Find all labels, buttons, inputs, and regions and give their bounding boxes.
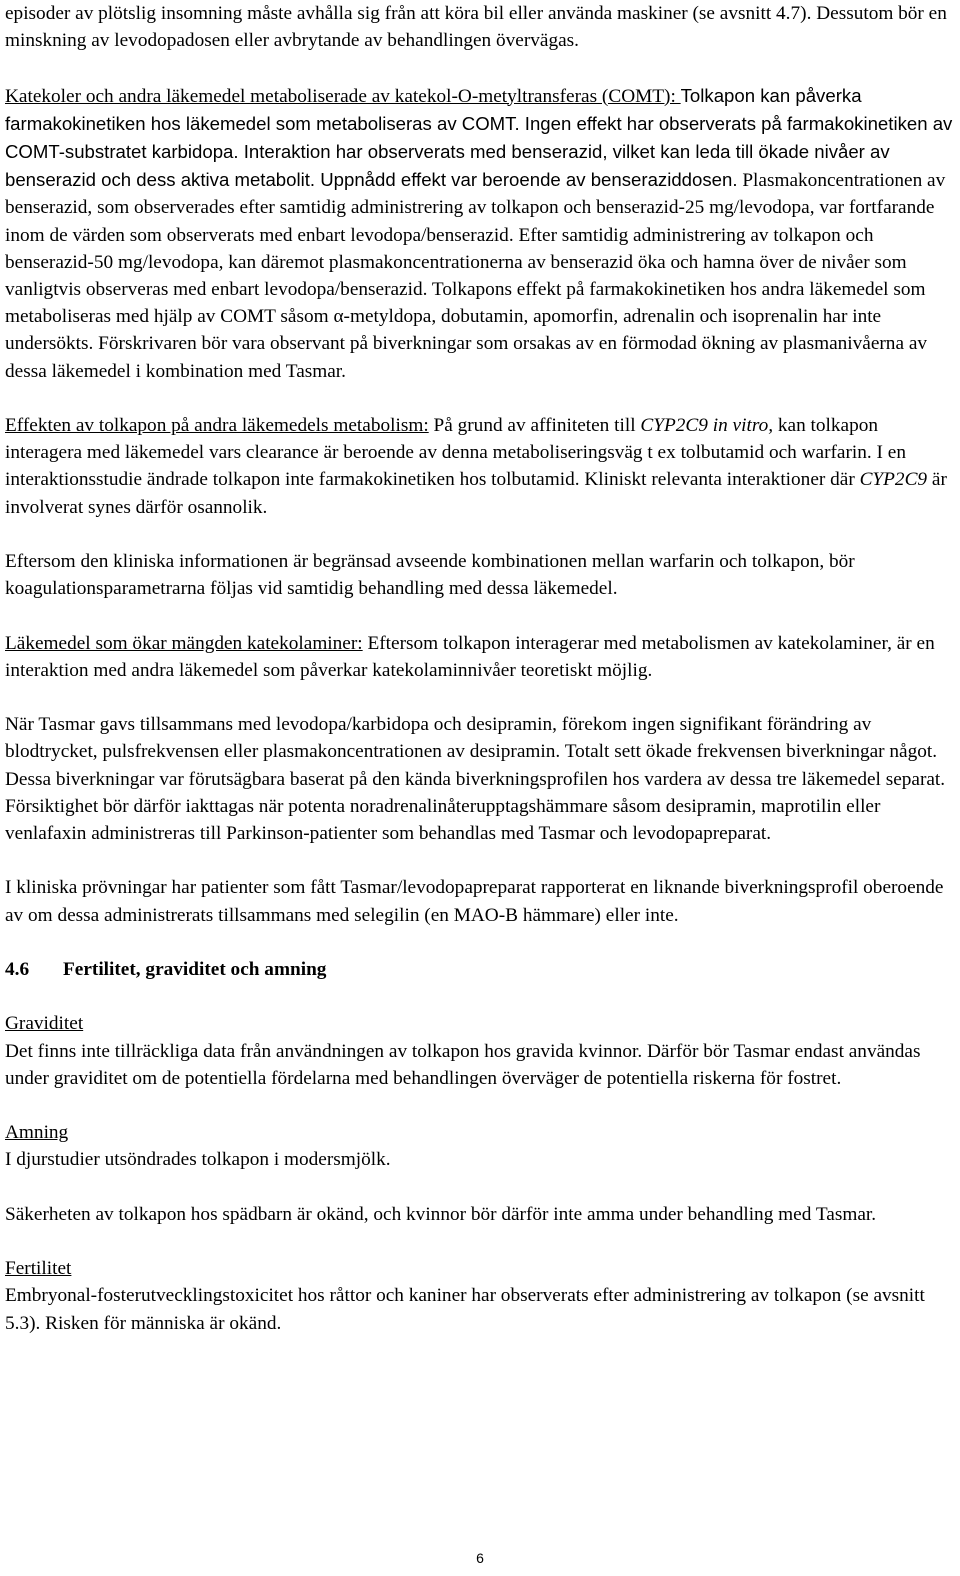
paragraph-text: Eftersom tolkapon interagerar med metabolismen av katekolaminer, är en interaktion med andra läkemedel som påverkar katekolaminnivåer teoretiskt möjlig. xyxy=(5,632,935,681)
paragraph-text: Embryonal-fosterutvecklingstoxicitet hos råttor och kaniner har observerats efter administrering av tolkapon (se avsnitt 5.3). Risken för människa är okänd. xyxy=(5,1285,925,1334)
paragraph-tolcapone-effect xyxy=(5,412,953,521)
paragraph-desipramine xyxy=(5,711,953,847)
paragraph-text: Säkerheten av tolkapon hos spädbarn är okänd, och kvinnor bör därför inte amma under behandling med Tasmar. xyxy=(5,1203,877,1225)
subsection-title-pregnancy xyxy=(5,1010,953,1037)
paragraph-infant-safety xyxy=(5,1201,953,1228)
paragraph-title-effect: Effekten av tolkapon på andra läkemedels metabolism: xyxy=(5,415,429,437)
paragraph-text: I djurstudier utsöndrades tolkapon i modersmjölk. xyxy=(5,1149,391,1171)
italic-cyp2c9-in-vitro: CYP2C9 in vitro, xyxy=(640,415,774,437)
subsection-title-text: Graviditet xyxy=(5,1013,84,1035)
paragraph-text: I kliniska prövningar har patienter som fått Tasmar/levodopapreparat rapporterat en liknande biverkningsprofil oberoende av om dessa administrerats tillsammans med selegilin (en MAO-B hämmare) eller inte. xyxy=(5,877,944,926)
subsection-title-fertility xyxy=(5,1255,953,1282)
paragraph-breastfeeding xyxy=(5,1146,953,1173)
paragraph-sans-text: Tolkapon kan påverka farmakokinetiken hos läkemedel som metaboliseras av COMT. Ingen effekt har observerats på farmakokinetiken av COMT-substratet karbidopa. Interaktion har observerats med benserazid, vilket kan leda till ökade nivåer av benserazid och dess aktiva metabolit. Uppnådd effekt var beroende av benseraziddosen. xyxy=(5,84,953,191)
paragraph-title-catechols: Katekoler och andra läkemedel metaboliserade av katekol-O-metyltransferas (COMT): xyxy=(5,85,681,107)
section-heading xyxy=(5,956,953,983)
paragraph-text: Eftersom den kliniska informationen är begränsad avseende kombinationen mellan warfarin och tolkapon, bör koagulationsparametrarna följas vid samtidig behandling med dessa läkemedel. xyxy=(5,551,855,600)
paragraph-text: På grund av affiniteten till xyxy=(428,415,641,437)
paragraph-text: Det finns inte tillräckliga data från användningen av tolkapon hos gravida kvinnor. Därför bör Tasmar endast användas under graviditet om de potentiella fördelarna med behandlingen överväger de potentiella riskerna för fostret. xyxy=(5,1040,921,1089)
paragraph-catecholamines xyxy=(5,630,953,684)
paragraph-text: kan tolkapon interagera med läkemedel vars clearance är beroende av denna metaboliseringsväg t ex tolbutamid och warfarin. I en interaktionsstudie ändrade tolkapon inte farmakokinetiken hos tolbutamid. Kliniskt relevanta interaktioner där xyxy=(5,415,906,491)
paragraph-warfarin xyxy=(5,548,953,602)
subsection-title-breastfeeding xyxy=(5,1119,953,1146)
paragraph-text: episoder av plötslig insomning måste avhålla sig från att köra bil eller använda maskiner (se avsnitt 4.7). Dessutom bör en minskning av levodopadosen eller avbrytande av behandlingen övervägas. xyxy=(5,3,947,52)
italic-cyp2c9: CYP2C9 xyxy=(859,469,928,491)
section-number: 4.6 xyxy=(5,959,30,980)
paragraph-selegiline xyxy=(5,874,953,928)
paragraph-text: När Tasmar gavs tillsammans med levodopa/karbidopa och desipramin, förekom ingen signifikant förändring av blodtrycket, pulsfrekvensen eller plasmakoncentrationen av desipramin. Totalt sett ökade frekvensen biverkningar något. Dessa biverkningar var förutsägbara baserat på den kända biverkningsprofilen hos vardera av dessa tre läkemedel separat. Försiktighet bör därför iakttagas när potenta noradrenalinåterupptagshämmare såsom desipramin, maprotilin eller venlafaxin administreras till Parkinson-patienter som behandlas med Tasmar och levodopapreparat. xyxy=(5,714,946,845)
paragraph-text: är involverat synes därför osannolik. xyxy=(5,469,947,518)
subsection-title-text: Amning xyxy=(5,1122,69,1144)
paragraph-fertility xyxy=(5,1282,953,1336)
paragraph-title-catecholamines: Läkemedel som ökar mängden katekolaminer: xyxy=(5,632,363,654)
paragraph-text: Plasmakoncentrationen av benserazid, som observerades efter samtidig administrering av tolkapon och benserazid-25 mg/levodopa, var fortfarande inom de värden som observerats med enbart levodopa/benserazid. Efter samtidig administrering av tolkapon och benserazid-50 mg/levodopa, kan däremot plasmakoncentrationerna av benserazid öka och hamna över de nivåer som vanligtvis observeras med enbart levodopa/benserazid. Tolkapons effekt på farmakokinetiken hos andra läkemedel som metaboliseras med hjälp av COMT såsom α-metyldopa, dobutamin, apomorfin, adrenalin och isoprenalin har inte undersökts. Förskrivaren bör vara observant på biverkningar som orsakas av en förmodad ökning av plasmanivåerna av dessa läkemedel i kombination med Tasmar. xyxy=(5,170,946,382)
paragraph-pregnancy xyxy=(5,1038,953,1092)
section-title: Fertilitet, graviditet och amning xyxy=(63,959,327,980)
page-number: 6 xyxy=(476,1550,484,1566)
subsection-title-text: Fertilitet xyxy=(5,1258,72,1280)
paragraph-catechols-interaction xyxy=(5,82,953,385)
document-page xyxy=(5,0,953,1364)
paragraph-driving-warning xyxy=(5,0,953,54)
